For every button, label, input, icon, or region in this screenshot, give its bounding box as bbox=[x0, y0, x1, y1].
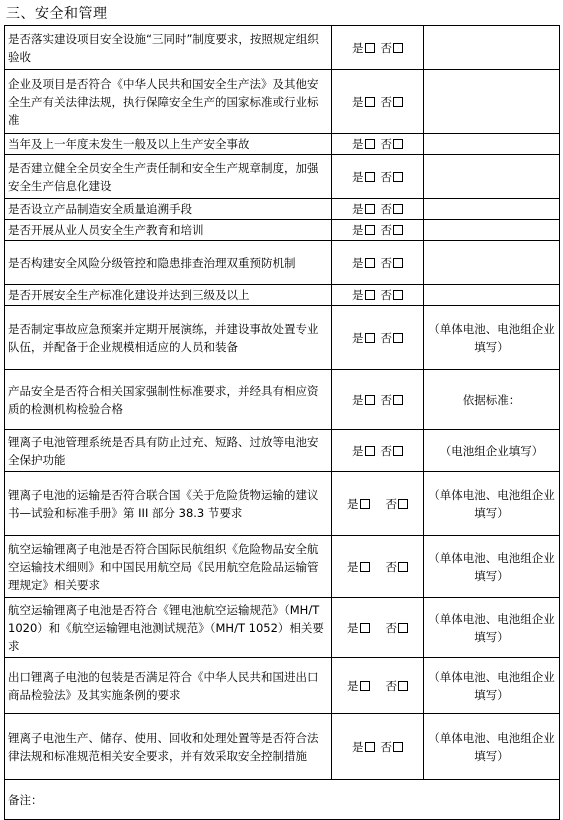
table-row bbox=[5, 220, 560, 241]
yes-label: 是 bbox=[352, 202, 364, 216]
yes-no-cell bbox=[332, 285, 424, 306]
yes-option[interactable] bbox=[352, 93, 375, 111]
remark-label: 备注： bbox=[8, 792, 43, 807]
remark-row bbox=[5, 780, 560, 820]
yes-no-cell bbox=[332, 134, 424, 155]
no-label: 否 bbox=[380, 169, 392, 184]
note-cell[interactable]: （单体电池、电池组企业填写） bbox=[424, 714, 560, 780]
table-row bbox=[5, 134, 560, 155]
yes-label: 是 bbox=[347, 620, 359, 635]
yes-checkbox[interactable] bbox=[360, 499, 370, 509]
table-row bbox=[5, 472, 560, 536]
yes-checkbox[interactable] bbox=[365, 43, 375, 53]
yes-checkbox[interactable] bbox=[360, 681, 370, 691]
yes-option[interactable] bbox=[352, 286, 375, 304]
question-text: 航空运输锂离子电池是否符合国际民航组织《危险物品安全航空运输技术细则》和中国民用航空局《民用航空危险品运输管理规定》相关要求 bbox=[5, 536, 332, 598]
no-option[interactable] bbox=[386, 495, 409, 513]
question-text: 产品安全是否符合相关国家强制性标准要求，并经具有相应资质的检测机构检验合格 bbox=[5, 370, 332, 430]
table-row bbox=[5, 370, 560, 430]
yes-no-cell bbox=[332, 220, 424, 241]
yes-option[interactable] bbox=[352, 135, 375, 153]
yes-label: 是 bbox=[352, 288, 364, 302]
yes-option[interactable] bbox=[352, 442, 375, 460]
note-cell[interactable] bbox=[424, 199, 560, 220]
no-label: 否 bbox=[385, 678, 397, 693]
no-option[interactable] bbox=[381, 221, 404, 239]
yes-option[interactable] bbox=[347, 558, 370, 576]
no-checkbox[interactable] bbox=[393, 333, 403, 343]
yes-no-cell bbox=[332, 70, 424, 134]
yes-no-cell bbox=[332, 26, 424, 70]
yes-option[interactable] bbox=[352, 200, 375, 218]
note-cell[interactable] bbox=[424, 285, 560, 306]
no-option[interactable] bbox=[381, 93, 404, 111]
note-cell[interactable]: （单体电池、电池组企业填写） bbox=[424, 598, 560, 658]
note-cell[interactable]: （单体电池、电池组企业填写） bbox=[424, 536, 560, 598]
table-row bbox=[5, 155, 560, 199]
note-cell[interactable] bbox=[424, 70, 560, 134]
yes-checkbox[interactable] bbox=[365, 172, 375, 182]
no-checkbox[interactable] bbox=[393, 43, 403, 53]
yes-label: 是 bbox=[352, 137, 364, 151]
table-row bbox=[5, 285, 560, 306]
yes-option[interactable] bbox=[347, 619, 370, 637]
question-text: 是否制定事故应急预案并定期开展演练，并建设事故处置专业队伍，并配备于企业规模相适应的人员和装备 bbox=[5, 306, 332, 370]
table-row bbox=[5, 199, 560, 220]
note-cell[interactable] bbox=[424, 220, 560, 241]
no-option[interactable] bbox=[381, 200, 404, 218]
question-text: 是否开展安全生产标准化建设并达到三级及以上 bbox=[5, 285, 332, 306]
no-label: 否 bbox=[380, 288, 392, 302]
remark-cell[interactable] bbox=[5, 780, 560, 820]
no-option[interactable] bbox=[386, 558, 409, 576]
yes-option[interactable] bbox=[347, 495, 370, 513]
note-cell[interactable]: （单体电池、电池组企业填写） bbox=[424, 306, 560, 370]
no-checkbox[interactable] bbox=[398, 623, 408, 633]
note-cell[interactable] bbox=[424, 155, 560, 199]
no-checkbox[interactable] bbox=[393, 742, 403, 752]
yes-label: 是 bbox=[352, 169, 364, 184]
note-cell[interactable] bbox=[424, 26, 560, 70]
table-row bbox=[5, 241, 560, 285]
no-label: 否 bbox=[385, 559, 397, 574]
no-option[interactable] bbox=[386, 677, 409, 695]
no-option[interactable] bbox=[381, 254, 404, 272]
yes-label: 是 bbox=[347, 559, 359, 574]
yes-label: 是 bbox=[352, 223, 364, 237]
yes-label: 是 bbox=[352, 330, 364, 345]
question-text: 出口锂离子电池的包装是否满足符合《中华人民共和国进出口商品检验法》及其实施条例的要求 bbox=[5, 658, 332, 714]
question-text: 锂离子电池生产、储存、使用、回收和处理处置等是否符合法律法规和标准规范相关安全要求，并有效采取安全控制措施 bbox=[5, 714, 332, 780]
no-option[interactable] bbox=[381, 135, 404, 153]
no-checkbox[interactable] bbox=[398, 562, 408, 572]
no-label: 否 bbox=[380, 739, 392, 754]
yes-label: 是 bbox=[347, 678, 359, 693]
yes-label: 是 bbox=[352, 255, 364, 270]
yes-checkbox[interactable] bbox=[360, 623, 370, 633]
yes-no-cell bbox=[332, 430, 424, 472]
yes-checkbox[interactable] bbox=[365, 333, 375, 343]
yes-label: 是 bbox=[352, 392, 364, 407]
no-label: 否 bbox=[380, 40, 392, 55]
yes-option[interactable] bbox=[352, 254, 375, 272]
note-cell[interactable]: 依据标准： bbox=[424, 370, 560, 430]
yes-option[interactable] bbox=[352, 738, 375, 756]
no-checkbox[interactable] bbox=[393, 225, 403, 235]
yes-checkbox[interactable] bbox=[365, 225, 375, 235]
yes-label: 是 bbox=[352, 443, 364, 458]
yes-label: 是 bbox=[347, 496, 359, 511]
section-title: 三、安全和管理 bbox=[6, 6, 108, 22]
yes-no-cell bbox=[332, 536, 424, 598]
no-option[interactable] bbox=[381, 442, 404, 460]
no-label: 否 bbox=[380, 443, 392, 458]
yes-checkbox[interactable] bbox=[365, 742, 375, 752]
no-checkbox[interactable] bbox=[393, 172, 403, 182]
note-cell[interactable] bbox=[424, 134, 560, 155]
no-label: 否 bbox=[380, 392, 392, 407]
no-option[interactable] bbox=[381, 391, 404, 409]
safety-management-table bbox=[4, 25, 560, 820]
question-text: 是否开展从业人员安全生产教育和培训 bbox=[5, 220, 332, 241]
no-option[interactable] bbox=[381, 168, 404, 186]
no-label: 否 bbox=[380, 94, 392, 109]
table-row bbox=[5, 536, 560, 598]
no-label: 否 bbox=[385, 620, 397, 635]
yes-checkbox[interactable] bbox=[365, 290, 375, 300]
question-text: 企业及项目是否符合《中华人民共和国安全生产法》及其他安全生产有关法律法规，执行保障安全生产的国家标准或行业标准 bbox=[5, 70, 332, 134]
yes-no-cell bbox=[332, 155, 424, 199]
no-checkbox[interactable] bbox=[393, 395, 403, 405]
question-text: 锂离子电池的运输是否符合联合国《关于危险货物运输的建议书—试验和标准手册》第 III 部分 38.3 节要求 bbox=[5, 472, 332, 536]
yes-option[interactable] bbox=[352, 329, 375, 347]
yes-no-cell bbox=[332, 306, 424, 370]
no-checkbox[interactable] bbox=[398, 499, 408, 509]
yes-option[interactable] bbox=[352, 39, 375, 57]
yes-no-cell bbox=[332, 714, 424, 780]
note-cell[interactable]: （电池组企业填写） bbox=[424, 430, 560, 472]
yes-label: 是 bbox=[352, 739, 364, 754]
no-option[interactable] bbox=[381, 286, 404, 304]
question-text: 是否构建安全风险分级管控和隐患排查治理双重预防机制 bbox=[5, 241, 332, 285]
yes-checkbox[interactable] bbox=[365, 446, 375, 456]
note-cell[interactable] bbox=[424, 241, 560, 285]
yes-checkbox[interactable] bbox=[365, 139, 375, 149]
question-text: 航空运输锂离子电池是否符合《锂电池航空运输规范》（MH/T 1020）和《航空运输锂电池测试规范》（MH/T 1052）相关要求 bbox=[5, 598, 332, 658]
yes-checkbox[interactable] bbox=[360, 562, 370, 572]
table-row bbox=[5, 306, 560, 370]
no-checkbox[interactable] bbox=[393, 139, 403, 149]
question-text: 是否建立健全全员安全生产责任制和安全生产规章制度，加强安全生产信息化建设 bbox=[5, 155, 332, 199]
yes-no-cell bbox=[332, 658, 424, 714]
yes-no-cell bbox=[332, 370, 424, 430]
yes-option[interactable] bbox=[352, 221, 375, 239]
no-checkbox[interactable] bbox=[393, 97, 403, 107]
no-option[interactable] bbox=[381, 738, 404, 756]
no-label: 否 bbox=[380, 223, 392, 237]
question-text: 锂离子电池管理系统是否具有防止过充、短路、过放等电池安全保护功能 bbox=[5, 430, 332, 472]
no-checkbox[interactable] bbox=[398, 681, 408, 691]
note-cell[interactable]: （单体电池、电池组企业填写） bbox=[424, 472, 560, 536]
yes-no-cell bbox=[332, 472, 424, 536]
no-checkbox[interactable] bbox=[393, 258, 403, 268]
table-row bbox=[5, 658, 560, 714]
table-row bbox=[5, 70, 560, 134]
question-text: 当年及上一年度未发生一般及以上生产安全事故 bbox=[5, 134, 332, 155]
no-label: 否 bbox=[380, 255, 392, 270]
table-row bbox=[5, 430, 560, 472]
no-label: 否 bbox=[380, 202, 392, 216]
no-checkbox[interactable] bbox=[393, 204, 403, 214]
table-row bbox=[5, 714, 560, 780]
no-option[interactable] bbox=[386, 619, 409, 637]
table-row bbox=[5, 26, 560, 70]
no-label: 否 bbox=[380, 330, 392, 345]
yes-checkbox[interactable] bbox=[365, 97, 375, 107]
yes-no-cell bbox=[332, 199, 424, 220]
question-text: 是否设立产品制造安全质量追溯手段 bbox=[5, 199, 332, 220]
yes-label: 是 bbox=[352, 40, 364, 55]
yes-option[interactable] bbox=[352, 391, 375, 409]
no-option[interactable] bbox=[381, 39, 404, 57]
question-text: 是否落实建设项目安全设施“三同时”制度要求，按照规定组织验收 bbox=[5, 26, 332, 70]
yes-label: 是 bbox=[352, 94, 364, 109]
yes-checkbox[interactable] bbox=[365, 258, 375, 268]
yes-no-cell bbox=[332, 598, 424, 658]
yes-checkbox[interactable] bbox=[365, 395, 375, 405]
yes-option[interactable] bbox=[347, 677, 370, 695]
no-label: 否 bbox=[385, 496, 397, 511]
yes-checkbox[interactable] bbox=[365, 204, 375, 214]
yes-option[interactable] bbox=[352, 168, 375, 186]
no-checkbox[interactable] bbox=[393, 290, 403, 300]
table-row bbox=[5, 598, 560, 658]
no-label: 否 bbox=[380, 137, 392, 151]
note-cell[interactable]: （单体电池、电池组企业填写） bbox=[424, 658, 560, 714]
table-body bbox=[5, 26, 560, 820]
no-option[interactable] bbox=[381, 329, 404, 347]
yes-no-cell bbox=[332, 241, 424, 285]
no-checkbox[interactable] bbox=[393, 446, 403, 456]
